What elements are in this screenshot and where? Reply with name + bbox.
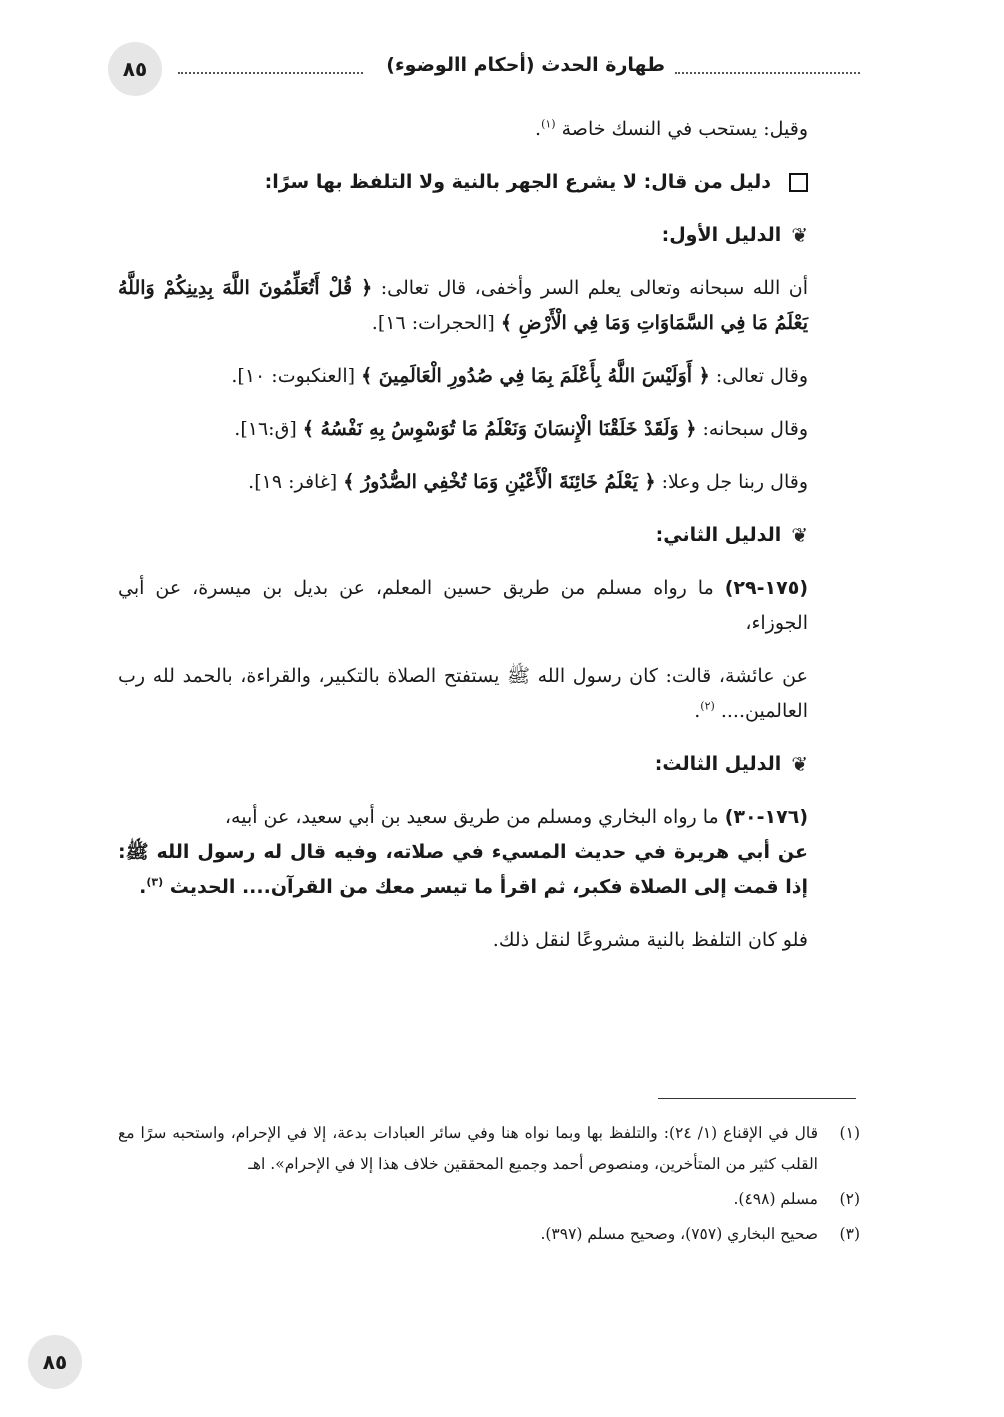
paragraph: وقال ربنا جل وعلا: ﴿ يَعْلَمُ خَائِنَةَ الْأَعْيُنِ وَمَا تُخْفِي الصُّدُورُ ﴾ [غافر: ١٩]. (248, 471, 808, 493)
paragraph: وقال تعالى: ﴿ أَوَلَيْسَ اللَّهُ بِأَعْلَمَ بِمَا فِي صُدُورِ الْعَالَمِينَ ﴾ [العنكبوت: ١٠]. (231, 365, 808, 387)
leaf-bullet-icon: ❦ (791, 752, 808, 776)
quran-verse: ﴿ وَلَقَدْ خَلَقْنَا الْإِنسَانَ وَنَعْلَمُ مَا تُوَسْوِسُ بِهِ نَفْسُهُ ﴾ (302, 418, 697, 440)
verse-reference: [الحجرات: ١٦]. (371, 312, 495, 334)
quran-verse: ﴿ أَوَلَيْسَ اللَّهُ بِأَعْلَمَ بِمَا فِي صُدُورِ الْعَالَمِينَ ﴾ (361, 365, 710, 387)
paragraph: فلو كان التلفظ بالنية مشروعًا لنقل ذلك. (492, 929, 808, 951)
footnote-separator (658, 1098, 856, 1099)
header-title: طهارة الحدث (أحكام االوضوء) (386, 54, 665, 76)
paragraph: وقيل: يستحب في النسك خاصة $^{(١)}$. (535, 117, 808, 140)
verse-reference: [غافر: ١٩]. (248, 471, 338, 493)
footnote-number: (٣) (839, 1225, 860, 1243)
quran-verse: ﴿ قُلْ أَتُعَلِّمُونَ اللَّهَ بِدِينِكُمْ وَاللَّهُ يَعْلَمُ مَا فِي السَّمَاوَاتِ وَمَا فِي الْأَرْضِ ﴾ (118, 277, 808, 334)
section-heading-main: دليل من قال: لا يشرع الجهر بالنية ولا التلفظ بها سرًا: (118, 165, 860, 200)
hadith-number: (١٧٥-٢٩) (724, 577, 808, 599)
header-page-number: ٨٥ (108, 42, 162, 96)
footnote (118, 1118, 860, 1180)
section-heading-2: ❦ الدليل الثاني: (118, 518, 860, 553)
hadith-paragraph: (١٧٥-٢٩) ما رواه مسلم من طريق حسين المعلم، عن بديل بن ميسرة، عن أبي الجوزاء، (118, 577, 808, 634)
hadith-paragraph: (١٧٦-٣٠) ما رواه البخاري ومسلم من طريق سعيد بن أبي سعيد، عن أبيه، (224, 806, 808, 828)
main-text (118, 112, 860, 976)
footnote-text: مسلم (٤٩٨). (733, 1190, 818, 1208)
footnotes (118, 1118, 860, 1254)
paragraph: وقال سبحانه: ﴿ وَلَقَدْ خَلَقْنَا الْإِنسَانَ وَنَعْلَمُ مَا تُوَسْوِسُ بِهِ نَفْسُهُ ﴾ [ق:١٦]. (234, 418, 808, 440)
hadith-text: عن عائشة، قالت: كان رسول الله ﷺ يستفتح الصلاة بالتكبير، والقراءة، بالحمد لله رب العالمين.... $^{(٢)}$. (118, 665, 808, 722)
paragraph: أن الله سبحانه وتعالى يعلم السر وأخفى، قال تعالى: ﴿ قُلْ أَتُعَلِّمُونَ اللَّهَ بِدِينِكُمْ وَاللَّهُ يَعْلَمُ مَا فِي السَّمَاوَاتِ وَمَا فِي الْأَرْضِ ﴾ [الحجرات: ١٦]. (118, 277, 809, 334)
footnote-text: صحيح البخاري (٧٥٧)، وصحيح مسلم (٣٩٧). (540, 1225, 818, 1243)
section-heading-1: ❦ الدليل الأول: (118, 218, 860, 253)
quran-verse: ﴿ يَعْلَمُ خَائِنَةَ الْأَعْيُنِ وَمَا تُخْفِي الصُّدُورُ ﴾ (343, 471, 656, 493)
header-dotted-rule-left (178, 72, 363, 74)
leaf-bullet-icon: ❦ (791, 223, 808, 247)
header-dotted-rule-right (675, 72, 860, 74)
footnote-ref: (٢) (700, 699, 715, 713)
page-header (108, 42, 860, 100)
footnote-text: قال في الإقناع (١/ ٢٤): والتلفظ بها وبما نواه هنا وفي سائر العبادات بدعة، إلا في الإحرام، واستحبه سرًا مع القلب كثير من المتأخرين، ومنصوص أحمد وجميع المحققين خلاف هذا إلا في الإحرام». اهـ (118, 1124, 818, 1173)
footnote-number: (٢) (839, 1190, 860, 1208)
footnote (118, 1219, 860, 1250)
hadith-text: عن أبي هريرة في حديث المسيء في صلاته، وفيه قال له رسول الله ﷺ: إذا قمت إلى الصلاة فكبر، ثم اقرأ ما تيسر معك من القرآن.... الحديث $^{(٣)}$. (118, 841, 808, 898)
footnote-ref: (٣) (146, 875, 164, 889)
footnote-number: (١) (839, 1124, 860, 1142)
hadith-number: (١٧٦-٣٠) (724, 806, 808, 828)
footnote-ref: (١) (541, 117, 556, 131)
verse-reference: [العنكبوت: ١٠]. (231, 365, 356, 387)
verse-reference: [ق:١٦]. (234, 418, 297, 440)
checkbox-square-icon (789, 173, 808, 192)
section-heading-3: ❦ الدليل الثالث: (118, 747, 860, 782)
footnote (118, 1184, 860, 1215)
leaf-bullet-icon: ❦ (791, 523, 808, 547)
footer-page-number: ٨٥ (28, 1335, 82, 1389)
